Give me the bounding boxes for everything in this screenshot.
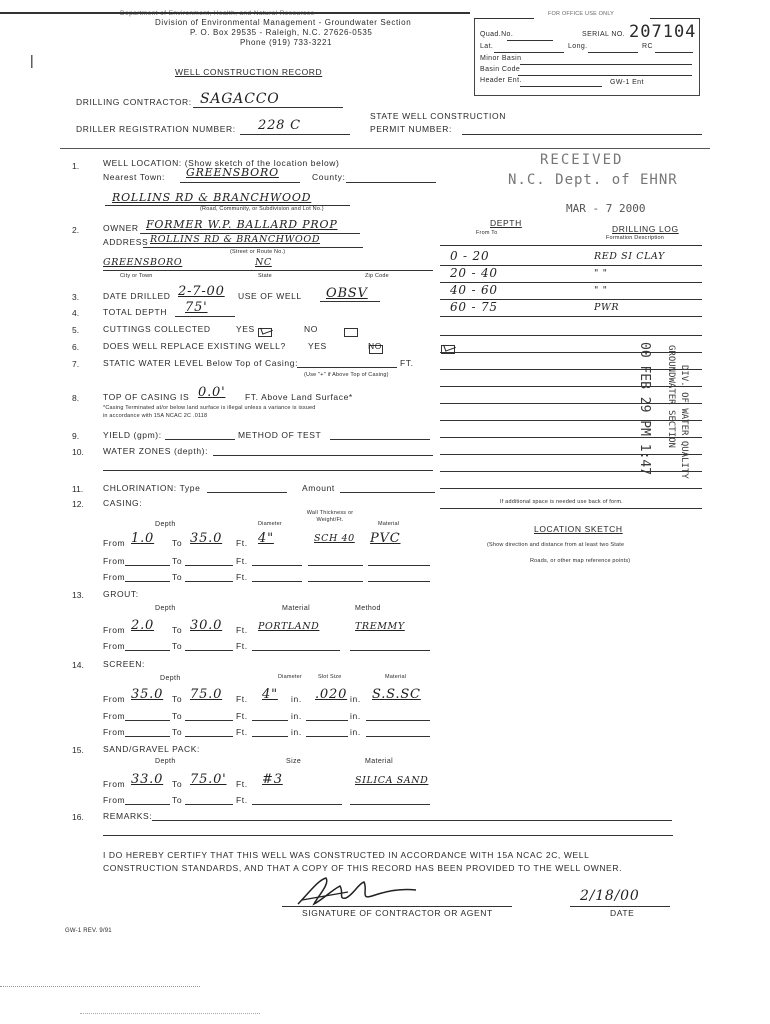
screen-in-label-6: in. xyxy=(350,727,361,737)
location-sketch-header: LOCATION SKETCH xyxy=(534,524,623,534)
screen-material-value: S.S.SC xyxy=(372,687,421,702)
item-number-3: 3. xyxy=(72,292,80,302)
top-casing-value: 0.0' xyxy=(198,385,226,400)
screen-from-label-2: From xyxy=(103,711,126,721)
sand-material-header: Material xyxy=(365,758,394,765)
agency-line-1: Department of Environment, Health, and Natural Resources xyxy=(120,10,315,17)
sand-to-value: 75.0' xyxy=(190,772,227,787)
grout-to-label-2: To xyxy=(172,641,183,651)
sand-depth-header: Depth xyxy=(155,758,176,765)
grout-material-header: Material xyxy=(282,605,311,612)
serial-no-label: SERIAL NO. xyxy=(582,31,626,38)
screen-label: SCREEN: xyxy=(103,659,145,669)
long-label: Long. xyxy=(568,43,588,50)
screen-from-label: From xyxy=(103,694,126,704)
casing-diameter-value: 4" xyxy=(258,531,274,546)
gw1-ent-label: GW-1 Ent xyxy=(610,79,644,86)
depth-header: DEPTH xyxy=(490,218,522,228)
replace-no-label: NO xyxy=(368,341,382,351)
casing-material-header: Material xyxy=(378,521,400,527)
screen-diameter-header: Diameter xyxy=(278,674,302,680)
casing-to-label-2: To xyxy=(172,556,183,566)
item-number-14: 14. xyxy=(72,660,84,670)
amount-label: Amount xyxy=(302,483,335,493)
grout-ft-label: Ft. xyxy=(236,625,248,635)
casing-to-label: To xyxy=(172,538,183,548)
sand-to-label-2: To xyxy=(172,795,183,805)
static-caption: (Use "+" if Above Top of Casing) xyxy=(304,372,389,378)
item-number-15: 15. xyxy=(72,745,84,755)
county-label: County: xyxy=(312,172,346,182)
sketch-caption-1: (Show direction and distance from at least two State xyxy=(487,542,625,548)
item-number-13: 13. xyxy=(72,590,84,600)
grout-label: GROUT: xyxy=(103,589,139,599)
casing-wall-value: SCH 40 xyxy=(314,533,355,544)
item-number-16: 16. xyxy=(72,812,84,822)
screen-to-label-2: To xyxy=(172,711,183,721)
owner-value: FORMER W.P. BALLARD PROP xyxy=(146,218,338,231)
grout-method-value: TREMMY xyxy=(355,621,405,632)
received-stamp: RECEIVED xyxy=(540,152,624,168)
sand-ft-label: Ft. xyxy=(236,779,248,789)
agency-line-2: Division of Environmental Management - Groundwater Section xyxy=(155,18,412,27)
screen-from-value: 35.0 xyxy=(131,687,164,702)
sand-to-label: To xyxy=(172,779,183,789)
screen-from-label-3: From xyxy=(103,727,126,737)
casing-wall-header: Wall Thickness or Weight/Ft. xyxy=(306,510,354,523)
top-casing-label: TOP OF CASING IS xyxy=(103,392,190,402)
sand-from-label-2: From xyxy=(103,795,126,805)
section-stamp: GROUNDWATER SECTION xyxy=(666,345,676,448)
grout-material-value: PORTLAND xyxy=(258,621,320,632)
item-number-8: 8. xyxy=(72,393,80,403)
casing-note-1: *Casing Terminated at/or below land surface is illegal unless a variance is issued xyxy=(103,405,316,411)
casing-diameter-header: Diameter xyxy=(258,521,282,527)
sketch-caption-2: Roads, or other map reference points) xyxy=(530,558,631,564)
date-drilled-label: DATE DRILLED xyxy=(103,291,171,301)
screen-ft-label-2: Ft. xyxy=(236,711,248,721)
quad-no-label: Quad.No. xyxy=(480,31,514,38)
item-number-11: 11. xyxy=(72,484,84,494)
screen-ft-label: Ft. xyxy=(236,694,248,704)
log-depth-range: 40 - 60 xyxy=(450,283,498,297)
scan-noise-2 xyxy=(80,1012,260,1014)
city-value: GREENSBORO xyxy=(103,257,183,268)
sand-material-value: SILICA SAND xyxy=(355,775,429,786)
screen-in-label-3: in. xyxy=(291,711,302,721)
margin-mark: | xyxy=(30,52,34,68)
casing-depth-header: Depth xyxy=(155,521,176,528)
chlorination-label: CHLORINATION: Type xyxy=(103,483,201,493)
header-ent-label: Header Ent. xyxy=(480,77,522,84)
item-number-2: 2. xyxy=(72,225,80,235)
yield-label: YIELD (gpm): xyxy=(103,430,162,440)
casing-from-value: 1.0 xyxy=(131,531,155,546)
casing-from-label-3: From xyxy=(103,572,126,582)
screen-slot-value: .020 xyxy=(315,687,348,702)
grout-ft-label-2: Ft. xyxy=(236,641,248,651)
agency-phone: Phone (919) 733-3221 xyxy=(240,38,333,47)
log-formation-description: PWR xyxy=(594,302,620,313)
drilling-log-header: DRILLING LOG xyxy=(612,224,679,234)
certification-line-1: I DO HEREBY CERTIFY THAT THIS WELL WAS CONSTRUCTED IN ACCORDANCE WITH 15A NCAC 2C, WELL xyxy=(103,850,590,860)
screen-slot-header: Slot Size xyxy=(318,674,342,680)
form-number: GW-1 REV. 9/91 xyxy=(65,928,112,934)
office-use-label: FOR OFFICE USE ONLY xyxy=(548,11,615,17)
screen-depth-header: Depth xyxy=(160,675,181,682)
log-depth-range: 20 - 40 xyxy=(450,266,498,280)
sand-size-header: Size xyxy=(286,758,302,765)
certification-line-2: CONSTRUCTION STANDARDS, AND THAT A COPY OF THIS RECORD HAS BEEN PROVIDED TO THE WELL OWNER. xyxy=(103,863,623,873)
grout-method-header: Method xyxy=(355,605,381,612)
top-rule xyxy=(0,12,470,14)
driller-registration-label: DRILLER REGISTRATION NUMBER: xyxy=(76,124,236,134)
permit-label-1: STATE WELL CONSTRUCTION xyxy=(370,111,506,121)
screen-ft-label-3: Ft. xyxy=(236,727,248,737)
state-caption: State xyxy=(258,273,272,279)
use-of-well-label: USE OF WELL xyxy=(238,291,302,301)
driller-registration-value: 228 C xyxy=(258,118,301,133)
serial-number: 207104 xyxy=(629,22,697,42)
screen-to-label-3: To xyxy=(172,727,183,737)
additional-space-note: If additional space is needed use back of form. xyxy=(500,499,623,505)
replace-yes-label: YES xyxy=(308,341,327,351)
item-number-7: 7. xyxy=(72,359,80,369)
item-number-12: 12. xyxy=(72,499,84,509)
drilling-contractor-label: DRILLING CONTRACTOR: xyxy=(76,97,192,107)
formation-header: Formation Description xyxy=(606,235,664,241)
address-label: ADDRESS xyxy=(103,237,149,247)
lat-label: Lat. xyxy=(480,43,494,50)
well-location-label: WELL LOCATION: (Show sketch of the location below) xyxy=(103,158,340,168)
road-caption: (Road, Community, or Subdivision and Lot No.) xyxy=(200,206,324,212)
nc-dept-stamp: N.C. Dept. of EHNR xyxy=(508,172,678,188)
feb-date-stamp: 00 FEB 29 PM 1:47 xyxy=(637,342,652,476)
casing-to-value: 35.0 xyxy=(190,531,223,546)
grout-from-label-2: From xyxy=(103,641,126,651)
replace-well-label: DOES WELL REPLACE EXISTING WELL? xyxy=(103,341,286,351)
cuttings-no-checkbox[interactable] xyxy=(344,328,358,337)
casing-ft-label-3: Ft. xyxy=(236,572,248,582)
certification-date-value: 2/18/00 xyxy=(580,888,640,904)
agency-address: P. O. Box 29535 - Raleigh, N.C. 27626-0535 xyxy=(190,28,373,37)
grout-depth-header: Depth xyxy=(155,605,176,612)
static-water-label: STATIC WATER LEVEL Below Top of Casing: xyxy=(103,358,299,368)
date-drilled-value: 2-7-00 xyxy=(178,284,225,299)
city-caption: City or Town xyxy=(120,273,153,279)
grout-to-label: To xyxy=(172,625,183,635)
permit-label-2: PERMIT NUMBER: xyxy=(370,124,452,134)
zip-caption: Zip Code xyxy=(365,273,389,279)
item-number-5: 5. xyxy=(72,325,80,335)
log-depth-range: 0 - 20 xyxy=(450,249,490,263)
cuttings-label: CUTTINGS COLLECTED xyxy=(103,324,211,334)
total-depth-label: TOTAL DEPTH xyxy=(103,307,168,317)
casing-note-2: in accordance with 15A NCAC 2C .0118 xyxy=(103,413,208,419)
drilling-contractor-value: SAGACCO xyxy=(200,91,280,107)
total-depth-value: 75' xyxy=(185,300,208,315)
sand-ft-label-2: Ft. xyxy=(236,795,248,805)
screen-in-label: in. xyxy=(291,694,302,704)
grout-to-value: 30.0 xyxy=(190,618,223,633)
remarks-label: REMARKS: xyxy=(103,811,153,821)
screen-diameter-value: 4" xyxy=(262,687,278,702)
cuttings-yes-label: YES xyxy=(236,324,255,334)
form-title: WELL CONSTRUCTION RECORD xyxy=(175,67,323,77)
item-number-6: 6. xyxy=(72,342,80,352)
sand-from-label: From xyxy=(103,779,126,789)
casing-ft-label-2: Ft. xyxy=(236,556,248,566)
item-number-4: 4. xyxy=(72,308,80,318)
casing-ft-label: Ft. xyxy=(236,538,248,548)
casing-to-label-3: To xyxy=(172,572,183,582)
casing-label: CASING: xyxy=(103,498,143,508)
screen-material-header: Material xyxy=(385,674,407,680)
log-depth-range: 60 - 75 xyxy=(450,300,498,314)
owner-label: OWNER xyxy=(103,223,139,233)
from-to-header: From To xyxy=(476,230,498,236)
address-value: ROLLINS RD & BRANCHWOOD xyxy=(150,234,321,245)
cuttings-no-label: NO xyxy=(304,324,318,334)
casing-material-value: PVC xyxy=(370,531,401,546)
top-casing-suffix: FT. Above Land Surface* xyxy=(245,392,353,402)
screen-to-value: 75.0 xyxy=(190,687,223,702)
nearest-town-value: GREENSBORO xyxy=(186,166,279,179)
mar-date-stamp: MAR - 7 2000 xyxy=(566,202,646,215)
water-zones-label: WATER ZONES (depth): xyxy=(103,446,209,456)
road-value: ROLLINS RD & BRANCHWOOD xyxy=(112,191,312,204)
log-formation-description: " " xyxy=(594,268,608,279)
log-formation-description: " " xyxy=(594,285,608,296)
grout-from-label: From xyxy=(103,625,126,635)
cuttings-yes-checkbox[interactable] xyxy=(258,328,272,337)
log-row-rule xyxy=(440,316,702,317)
grout-from-value: 2.0 xyxy=(131,618,155,633)
state-value: NC xyxy=(255,257,272,268)
use-of-well-value: OBSV xyxy=(326,286,368,301)
sand-gravel-label: SAND/GRAVEL PACK: xyxy=(103,744,200,754)
section-rule xyxy=(60,148,710,149)
method-of-test-label: METHOD OF TEST xyxy=(238,430,322,440)
sand-size-value: #3 xyxy=(262,772,283,787)
screen-in-label-5: in. xyxy=(291,727,302,737)
dwq-stamp: DIV. OF WATER QUALITY xyxy=(679,365,689,479)
signature-label: SIGNATURE OF CONTRACTOR OR AGENT xyxy=(302,908,493,918)
casing-from-label: From xyxy=(103,538,126,548)
date-label: DATE xyxy=(610,908,635,918)
rc-label: RC xyxy=(642,43,653,50)
street-caption: (Street or Route No.) xyxy=(230,249,286,255)
scan-noise xyxy=(0,985,200,987)
log-formation-description: RED SI CLAY xyxy=(594,251,665,262)
basin-code-label: Basin Code xyxy=(480,66,521,73)
item-number-10: 10. xyxy=(72,447,84,457)
casing-from-label-2: From xyxy=(103,556,126,566)
screen-to-label: To xyxy=(172,694,183,704)
sand-from-value: 33.0 xyxy=(131,772,164,787)
item-number-1: 1. xyxy=(72,161,80,171)
item-number-9: 9. xyxy=(72,431,80,441)
screen-in-label-2: in. xyxy=(350,694,361,704)
nearest-town-label: Nearest Town: xyxy=(103,172,165,182)
static-ft-label: FT. xyxy=(400,358,414,368)
screen-in-label-4: in. xyxy=(350,711,361,721)
minor-basin-label: Minor Basin xyxy=(480,55,522,62)
